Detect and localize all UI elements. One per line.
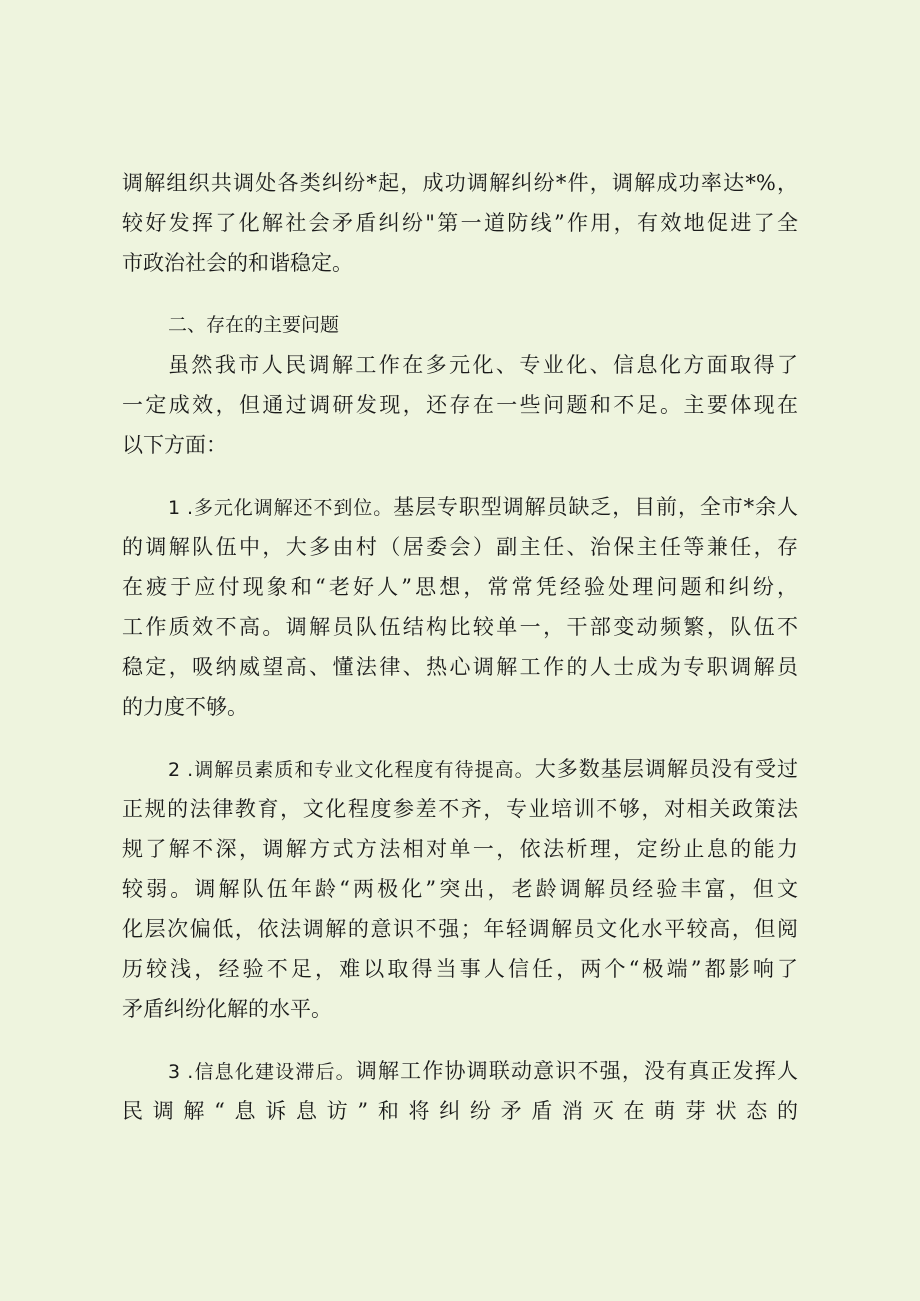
text-line: 市政治社会的和谐稳定。	[122, 251, 353, 275]
text-line: 化层次偏低，依法调解的意识不强；年轻调解员文化水平较高，但阅	[122, 917, 798, 941]
text-line: 正规的法律教育，文化程度参差不齐，专业培训不够，对相关政策法	[122, 797, 798, 821]
text-line: 规了解不深，调解方式方法相对单一，依法析理，定纷止息的能力	[122, 837, 798, 861]
text-line: 历较浅，经验不足，难以取得当事人信任，两个“极端”都影响了	[122, 957, 798, 981]
text-line: 矛盾纠纷化解的水平。	[122, 997, 332, 1021]
text-line: 在疲于应付现象和“老好人”思想，常常凭经验处理问题和纠纷，	[122, 575, 798, 599]
text-line: 较好发挥了化解社会矛盾纠纷"第一道防线”作用，有效地促进了全	[122, 211, 798, 235]
text-line	[122, 1051, 798, 1091]
paragraph-issue-3	[122, 1051, 798, 1131]
issue-text: 调解工作协调联动意识不强，没有真正发挥人	[355, 1059, 798, 1083]
text-line	[122, 487, 798, 527]
text-line: 稳定，吸纳威望高、懂法律、热心调解工作的人士成为专职调解员	[122, 655, 798, 679]
issue-lead: 1 .多元化调解还不到位。	[168, 497, 394, 519]
text-line: 一定成效，但通过调研发现，还存在一些问题和不足。主要体现在	[122, 393, 798, 417]
paragraph-overview	[122, 345, 798, 465]
text-line	[122, 749, 798, 789]
text-line: 较弱。调解队伍年龄“两极化”突出，老龄调解员经验丰富，但文	[122, 877, 798, 901]
text-line: 的调解队伍中，大多由村（居委会）副主任、治保主任等兼任，存	[122, 535, 798, 559]
issue-lead: 3 .信息化建设滞后。	[168, 1061, 356, 1083]
section-heading: 二、存在的主要问题	[168, 314, 340, 336]
text-line: 的力度不够。	[122, 695, 248, 719]
paragraph-issue-2	[122, 749, 798, 1029]
issue-lead: 2 .调解员素质和专业文化程度有待提高。	[168, 759, 535, 781]
issue-text: 大多数基层调解员没有受过	[534, 757, 798, 781]
paragraph-intro-continuation	[122, 163, 798, 283]
text-line: 民调解“息诉息访”和将纠纷矛盾消灭在萌芽状态的	[122, 1099, 798, 1123]
text-line: 调解组织共调处各类纠纷*起，成功调解纠纷*件，调解成功率达*%，	[122, 171, 798, 195]
text-line: 工作质效不高。调解员队伍结构比较单一，干部变动频繁，队伍不	[122, 615, 798, 639]
paragraph-issue-1	[122, 487, 798, 727]
text-line: 以下方面：	[122, 433, 227, 457]
text-line: 虽然我市人民调解工作在多元化、专业化、信息化方面取得了	[168, 353, 798, 377]
issue-text: 基层专职型调解员缺乏，目前，全市*余人	[393, 495, 798, 519]
